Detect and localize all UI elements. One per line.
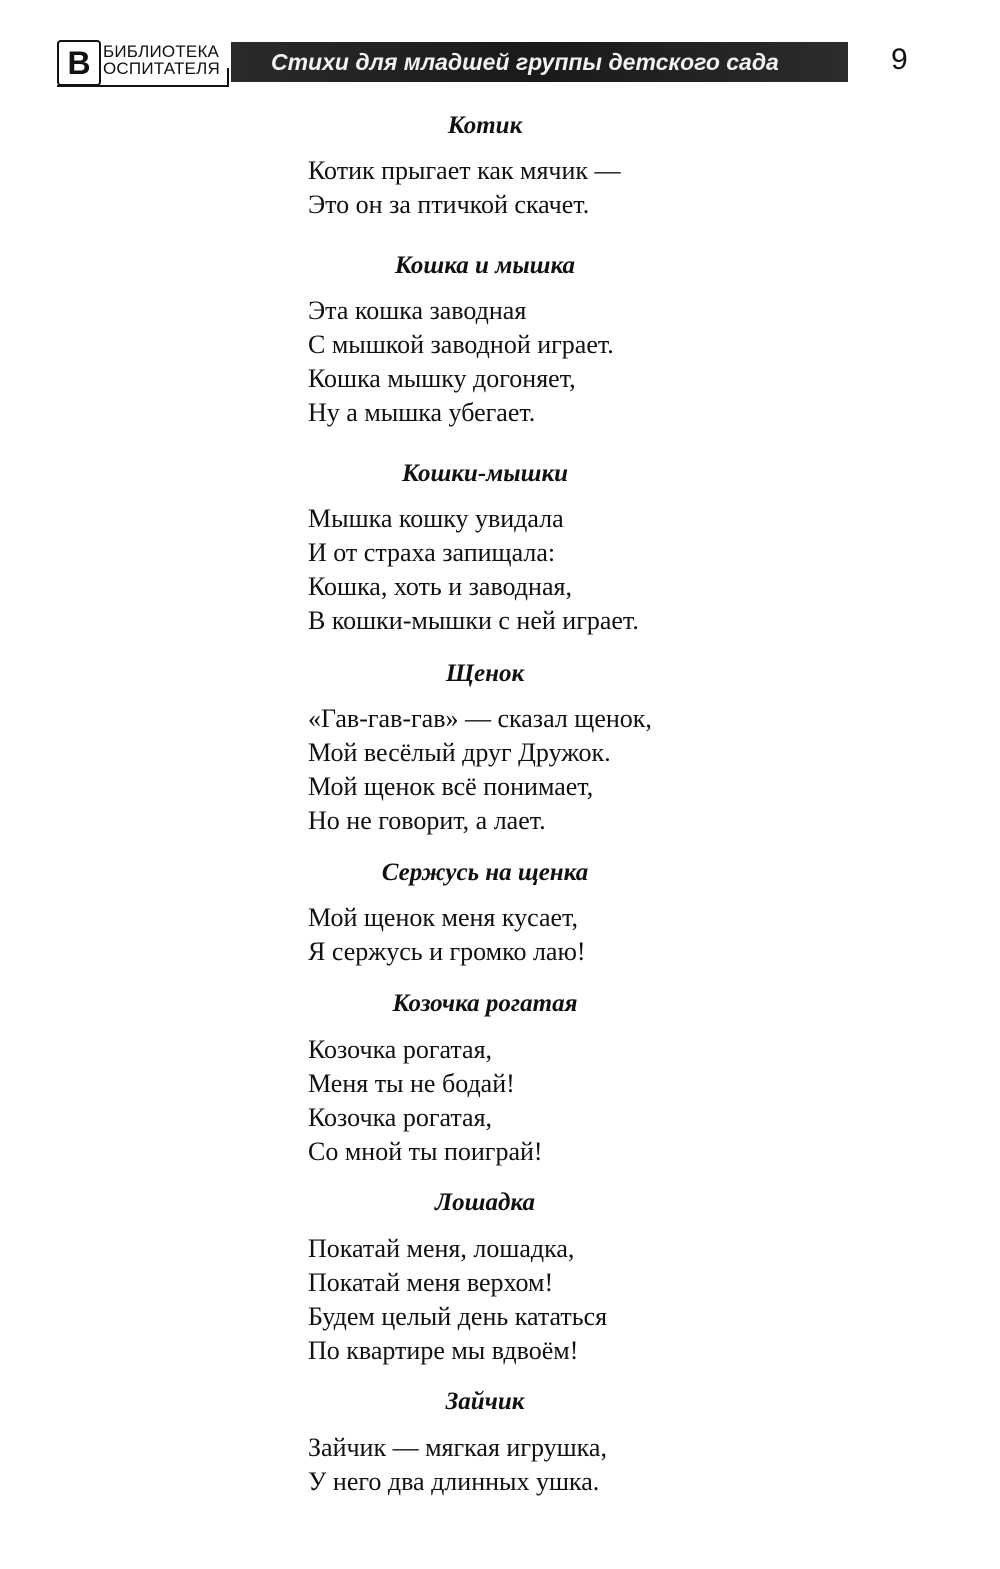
poem-title: Сержусь на щенка [381,859,589,886]
poem-line: И от страха запищала: [308,538,556,567]
poem-line: Козочка рогатая, [308,1035,493,1064]
poem-line: Это он за птичкой скачет. [308,190,590,219]
poem-title: Зайчик [445,1388,525,1415]
poem-line: Я сержусь и громко лаю! [308,937,586,966]
poem-line: Эта кошка заводная [308,296,527,325]
header-divider [227,68,229,87]
poem-line: Козочка рогатая, [308,1103,493,1132]
poem-line: Мой весёлый друг Дружок. [308,738,611,767]
poem-line: У него два длинных ушка. [308,1467,600,1496]
poem-line: Меня ты не бодай! [308,1069,515,1098]
poem-title: Козочка рогатая [392,990,578,1017]
page-header [57,40,917,90]
poem-line: Будем целый день кататься [308,1302,608,1331]
poem-title: Кошки-мышки [401,460,569,487]
poem-line: Кошка мышку догоняет, [308,364,576,393]
poem-line: Мышка кошку увидала [308,504,564,533]
poem-line: В кошки-мышки с ней играет. [308,606,639,635]
poem-line: Покатай меня, лошадка, [308,1234,575,1263]
header-rule [57,85,229,87]
section-title: Стихи для младшей группы детского сада [271,48,779,75]
poem-line: Ну а мышка убегает. [308,398,536,427]
poem-line: Кошка, хоть и заводная, [308,572,572,601]
series-name-line-1: БИБЛИОТЕКА [103,42,220,61]
series-name-line-2: ОСПИТАТЕЛЯ [103,59,220,78]
section-banner [231,42,848,82]
poem-line: Покатай меня верхом! [308,1268,554,1297]
poem-line: «Гав-гав-гав» — сказал щенок, [308,704,652,733]
page-number: 9 [891,43,908,76]
poem-line: Но не говорит, а лает. [308,806,546,835]
series-name [103,43,220,77]
poem-line: Мой щенок всё понимает, [308,772,594,801]
poem-line: Котик прыгает как мячик — [308,156,621,185]
series-logo: В [57,40,101,86]
poem-title: Котик [447,112,523,139]
poem-line: С мышкой заводной играет. [308,330,614,359]
poem-line: По квартире мы вдвоём! [308,1336,579,1365]
poem-line: Мой щенок меня кусает, [308,903,578,932]
poem-title: Щенок [445,660,525,687]
poem-line: Зайчик — мягкая игрушка, [308,1433,607,1462]
poem-title: Кошка и мышка [394,252,576,279]
poem-title: Лошадка [435,1189,535,1216]
poem-line: Со мной ты поиграй! [308,1137,543,1166]
